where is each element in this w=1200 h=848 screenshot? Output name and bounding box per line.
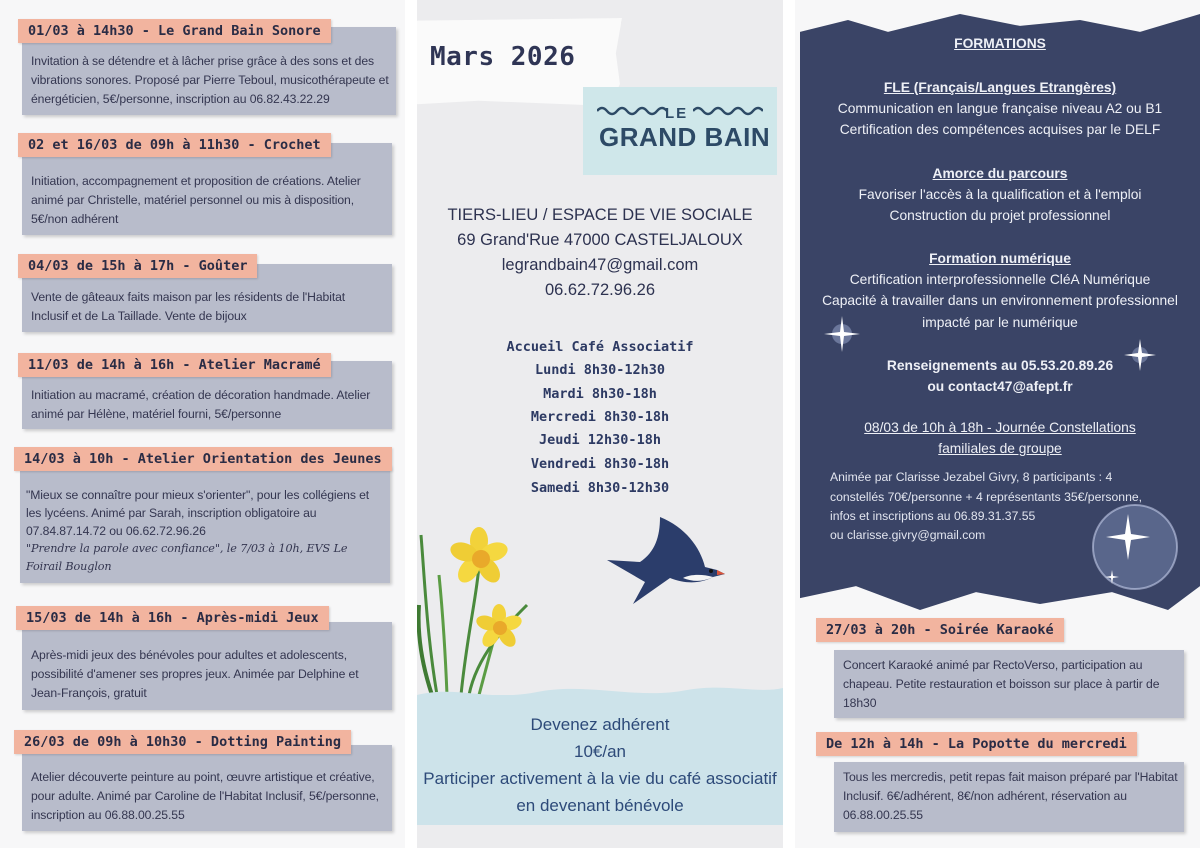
formations-title: FORMATIONS <box>954 36 1046 51</box>
event-description: Tous les mercredis, petit repas fait maison préparé par l'Habitat Inclusif. 6€/adhérent, 8€/non adhérent, réservation au 06.88.00.25.55 <box>843 770 1178 822</box>
email: legrandbain47@gmail.com <box>501 256 699 274</box>
membership-price: 10€/an <box>574 742 626 761</box>
cafe-title: Accueil Café Associatif <box>506 339 694 355</box>
formation-heading: Formation numérique <box>929 251 1071 266</box>
contact-phone: Renseignements au 05.53.20.89.26 <box>886 358 1114 373</box>
event-extra-note: "Prendre la parole avec confiance", le 7/03 à 10h, EVS Le Foirail Bouglon <box>26 542 348 573</box>
event-description: Concert Karaoké animé par RectoVerso, participation au chapeau. Petite restauration et boisson sur place à partir de 18h30 <box>843 658 1160 710</box>
event-description: Initiation, accompagnement et proposition de créations. Atelier animé par Christelle, matériel personnel ou mis à disposition, 5€/non adhérent <box>31 174 361 226</box>
event-title: 27/03 à 20h - Soirée Karaoké <box>816 618 1064 642</box>
event-title: 15/03 de 14h à 16h - Après-midi Jeux <box>16 606 329 630</box>
constellation-title: 08/03 de 10h à 18h - Journée Constellations <box>864 420 1136 435</box>
sparkle-icon <box>1120 335 1160 375</box>
event-description: Vente de gâteaux faits maison par les résidents de l'Habitat Inclusif et de La Taillade. Vente de bijoux <box>31 290 346 323</box>
page-title: Mars 2026 <box>430 42 576 72</box>
event-description: "Mieux se connaître pour mieux s'orienter", pour les collégiens et les lycéens. Animé par Sarah, inscription obligatoire au 07.84.87.14.72 ou 06.62.72.96.26 "Prendre la parole avec confiance", le 7/03 à 10h, EVS Le Foirail Bouglon <box>26 486 384 576</box>
formation-line: Capacité à travailler dans un environnement professionnel <box>822 293 1178 308</box>
phone: 06.62.72.96.26 <box>544 281 656 299</box>
wave-icon <box>693 105 763 117</box>
sparkle-icon <box>820 312 864 356</box>
venue-type: TIERS-LIEU / ESPACE DE VIE SOCIALE <box>447 206 753 224</box>
formation-heading: FLE (Français/Langues Etrangères) <box>883 80 1117 95</box>
formation-heading: Amorce du parcours <box>932 166 1068 181</box>
event-description: Invitation à se détendre et à lâcher prise grâce à des sons et des vibrations sonores. Proposé par Pierre Teboul, musicothérapeute et énergéticien, 5€/personne, inscription au 06.82.43.22.29 <box>31 54 389 106</box>
volunteer-text: en devenant bénévole <box>516 796 684 815</box>
opening-hours-line: Jeudi 12h30-18h <box>539 432 661 448</box>
formation-line: Communication en langue française niveau A2 ou B1 <box>837 101 1163 116</box>
event-title: 26/03 de 09h à 10h30 - Dotting Painting <box>14 730 351 754</box>
event-title: 01/03 à 14h30 - Le Grand Bain Sonore <box>18 19 331 43</box>
formation-line: Favoriser l'accès à la qualification et à l'emploi <box>858 187 1142 202</box>
constellation-email: ou clarisse.givry@gmail.com <box>830 528 986 542</box>
address: 69 Grand'Rue 47000 CASTELJALOUX <box>457 231 743 249</box>
event-title: 14/03 à 10h - Atelier Orientation des Jeunes <box>14 447 392 471</box>
event-title: 11/03 de 14h à 16h - Atelier Macramé <box>18 353 331 377</box>
crystal-ball-sparkle-icon <box>1088 500 1182 594</box>
event-description: Après-midi jeux des bénévoles pour adultes et adolescents, possibilité d'amener ses propres jeux. Animée par Delphine et Jean-François, gratuit <box>31 648 359 700</box>
formation-line: impacté par le numérique <box>922 315 1078 330</box>
event-description: Atelier découverte peinture au point, œuvre artistique et créative, pour adulte. Animé par Caroline de l'Habitat Inclusif, 5€/personne, inscription au 06.88.00.25.55 <box>31 770 379 822</box>
contact-email: ou contact47@afept.fr <box>927 379 1073 394</box>
formation-line: Construction du projet professionnel <box>889 208 1111 223</box>
event-title: De 12h à 14h - La Popotte du mercredi <box>816 732 1137 756</box>
wave-icon <box>597 105 667 117</box>
opening-hours-line: Samedi 8h30-12h30 <box>530 480 670 496</box>
opening-hours-line: Vendredi 8h30-18h <box>530 456 670 472</box>
logo: LE GRAND BAIN <box>583 87 777 175</box>
event-description: Initiation au macramé, création de décoration handmade. Atelier animé par Hélène, matériel fourni, 5€/personne <box>31 388 371 421</box>
opening-hours-line: Mercredi 8h30-18h <box>530 409 670 425</box>
constellation-title: familiales de groupe <box>938 441 1062 456</box>
event-title: 02 et 16/03 de 09h à 11h30 - Crochet <box>18 133 331 157</box>
formation-line: Certification des compétences acquises par le DELF <box>839 122 1161 137</box>
daffodil-illustration <box>417 515 537 695</box>
constellation-description: Animée par Clarisse Jezabel Givry, 8 participants : 4 constellés 70€/personne + 4 représentants 35€/personne, infos et inscriptions au 06.89.31.37.55 <box>830 470 1143 523</box>
swallow-bird-illustration <box>605 512 735 607</box>
opening-hours-line: Mardi 8h30-18h <box>543 386 657 402</box>
membership-title: Devenez adhérent <box>530 715 670 734</box>
volunteer-text: Participer activement à la vie du café associatif <box>423 769 777 788</box>
water-edge-decoration <box>417 680 783 710</box>
event-title: 04/03 de 15h à 17h - Goûter <box>18 254 257 278</box>
opening-hours-line: Lundi 8h30-12h30 <box>534 362 666 378</box>
formation-line: Certification interprofessionnelle CléA Numérique <box>849 272 1151 287</box>
